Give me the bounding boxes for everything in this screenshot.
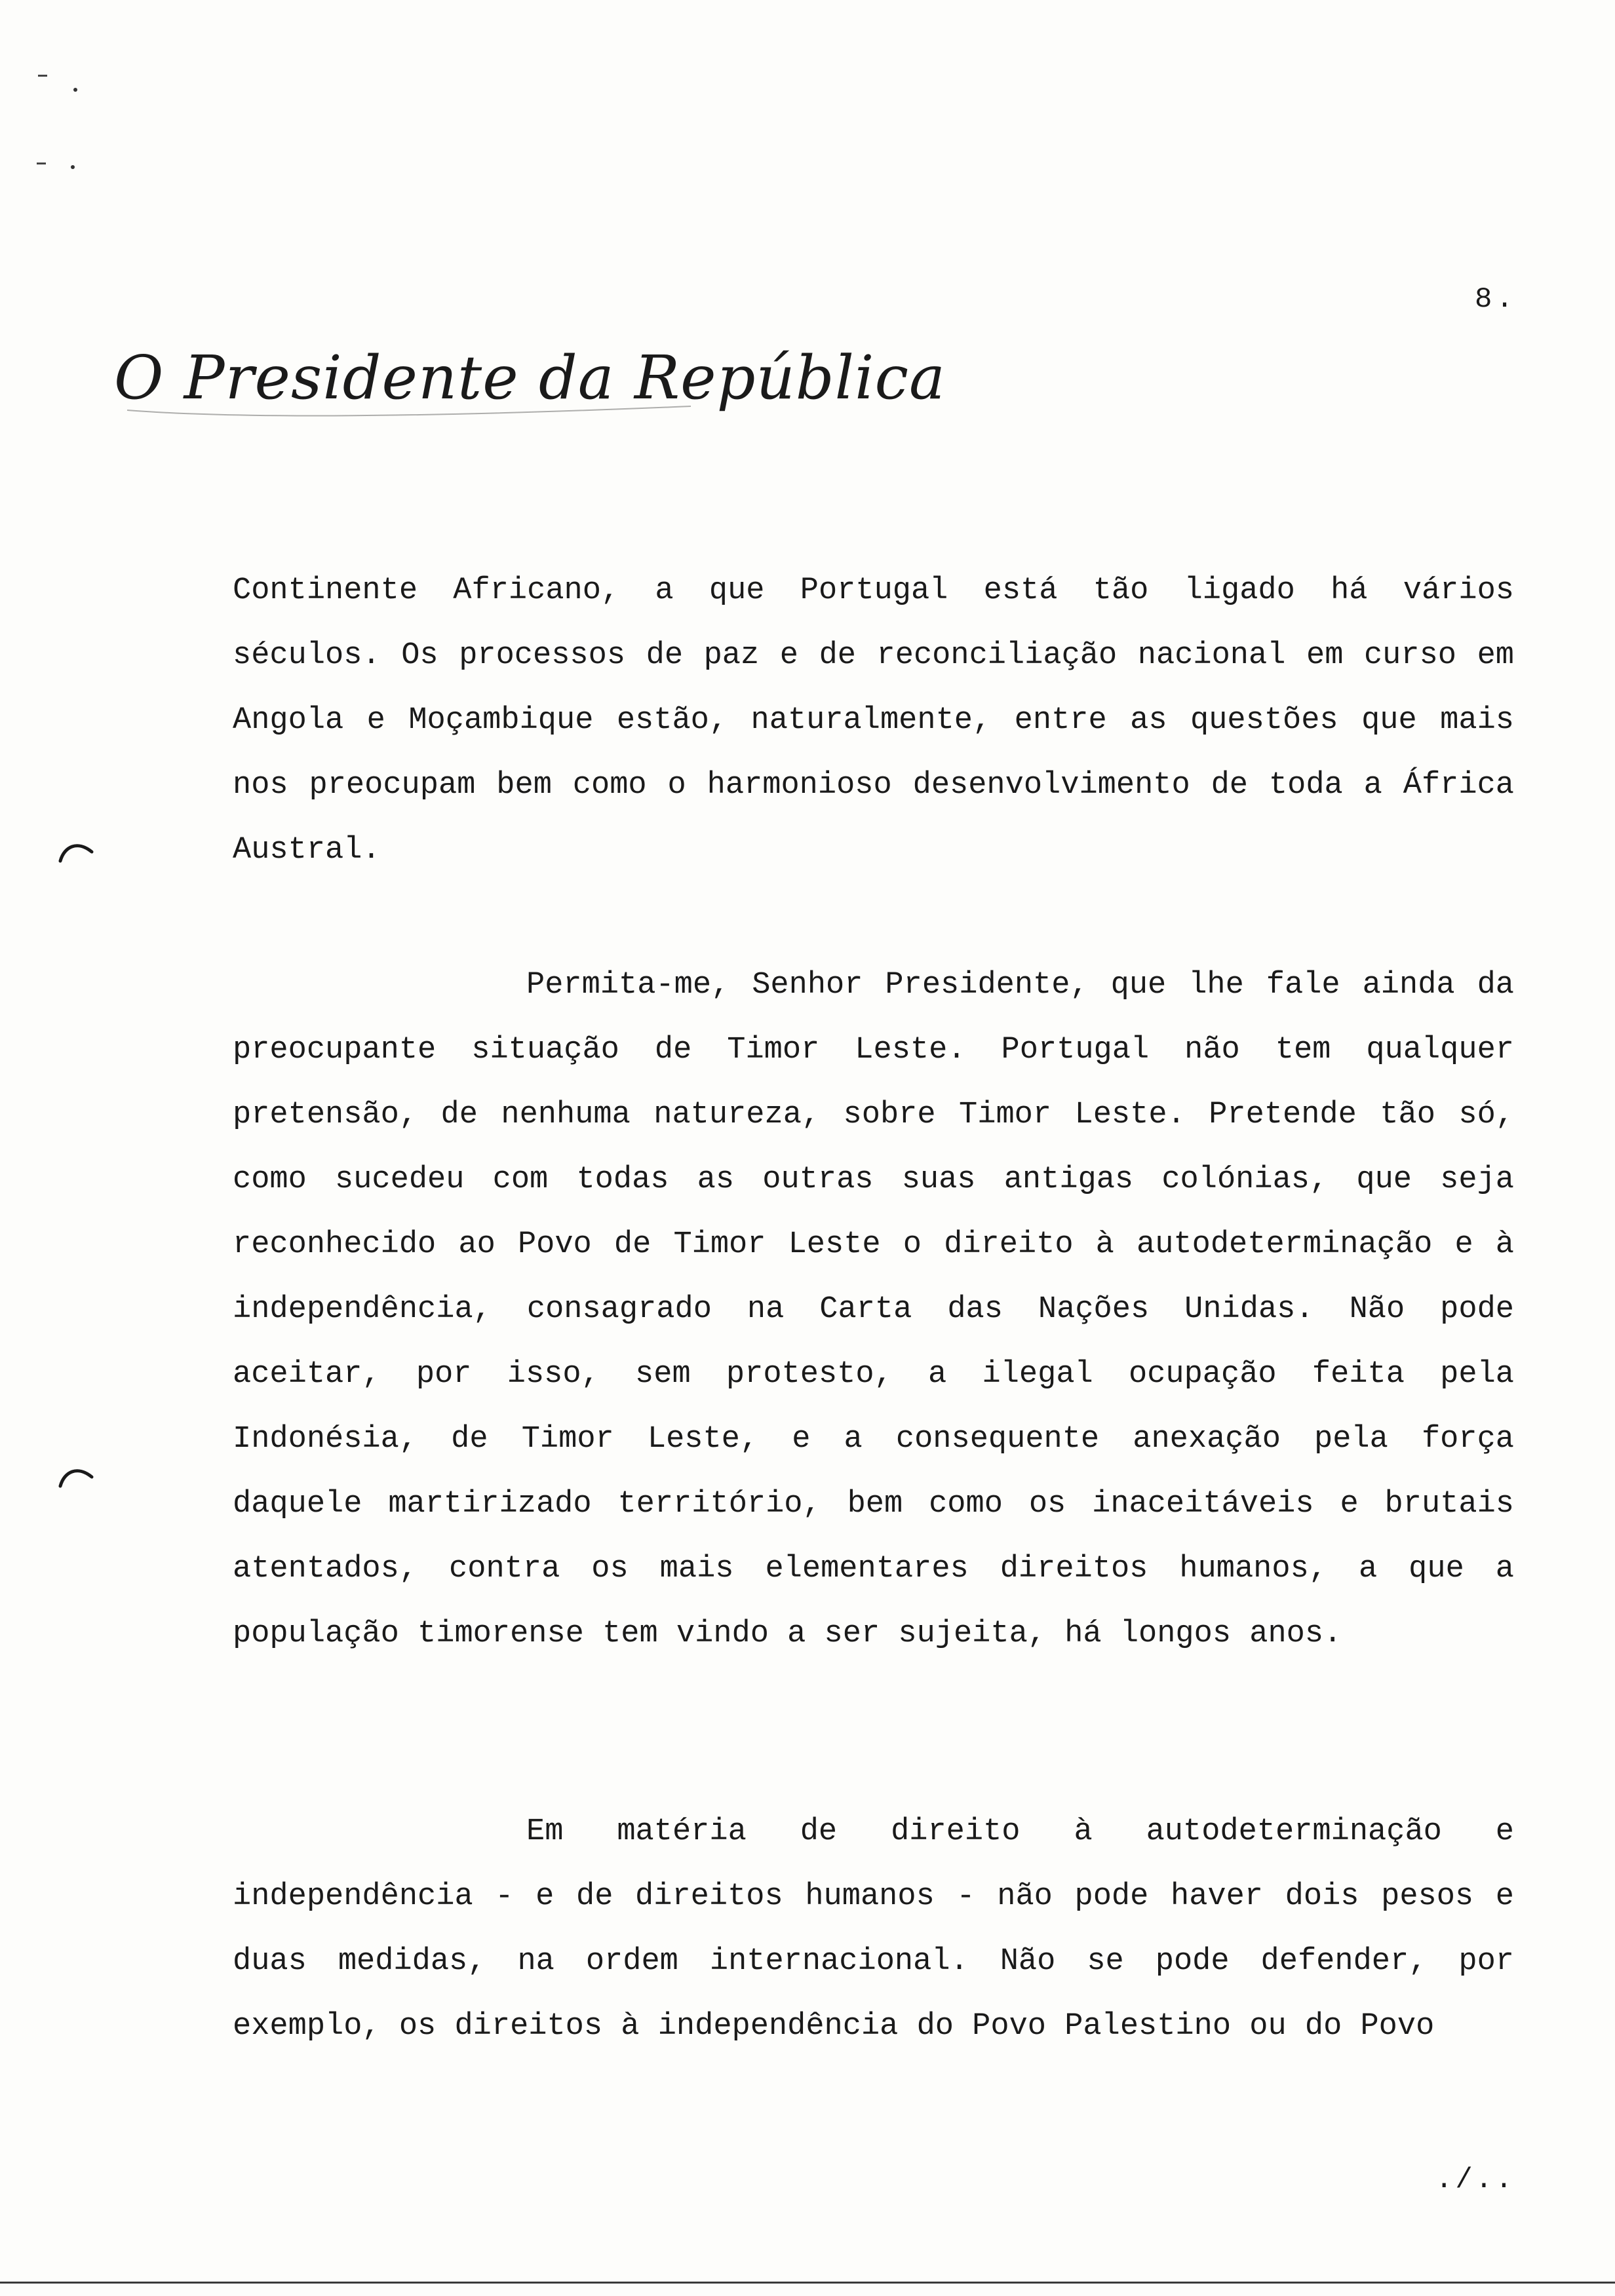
paragraph-2-text: Permita-me, Senhor Presidente, que lhe fale ainda da preocupante situação de Timor Leste. Portugal não tem qualquer pretensão, de nenhuma natureza, sobre Timor Leste. Pretende tão só, como sucedeu com todas as outras suas antigas colónias, que seja reconhecido ao Povo de Timor Leste o direito à autodeterminação e à independência, consagrado na Carta das Nações Unidas. Não pode aceitar, por isso, sem protesto, a ilegal ocupação feita pela Indonésia, de Timor Leste, e a consequente anexação pela força daquele martirizado território, bem como os inaceitáveis e brutais atentados, contra os mais elementares direitos humanos, a que a população timorense tem vindo a ser sujeita, há longos anos. bbox=[233, 968, 1533, 1651]
scan-mark bbox=[38, 75, 47, 77]
paragraph-1: Continente Africano, a que Portugal está tão ligado há vários séculos. Os processos de paz e de reconciliação nacional em curso em Angola e Moçambique estão, naturalmente, entre as questões que mais nos preocupam bem como o harmonioso desenvolvimento de toda a África Austral. bbox=[233, 573, 1533, 868]
paragraph-2 bbox=[233, 953, 1533, 1666]
paragraph-3 bbox=[233, 1799, 1533, 2059]
scan-mark bbox=[73, 88, 77, 92]
letterhead-logo bbox=[114, 333, 946, 431]
margin-mark-icon bbox=[58, 837, 94, 864]
paragraph-3-text: Em matéria de direito à autodeterminação e independência - e de direitos humanos - não pode haver dois pesos e duas medidas, na ordem internacional. Não se pode defender, por exemplo, os direitos à independência do Povo Palestino ou do Povo bbox=[233, 1814, 1533, 2044]
page-bottom-edge bbox=[0, 2282, 1615, 2284]
letterhead-text: O Presidente da República bbox=[114, 343, 946, 413]
continuation-mark: ./.. bbox=[1435, 2164, 1515, 2196]
page-number: 8. bbox=[1475, 283, 1517, 316]
scan-mark bbox=[71, 165, 75, 169]
margin-mark-icon bbox=[58, 1463, 94, 1489]
scan-mark bbox=[37, 163, 46, 164]
